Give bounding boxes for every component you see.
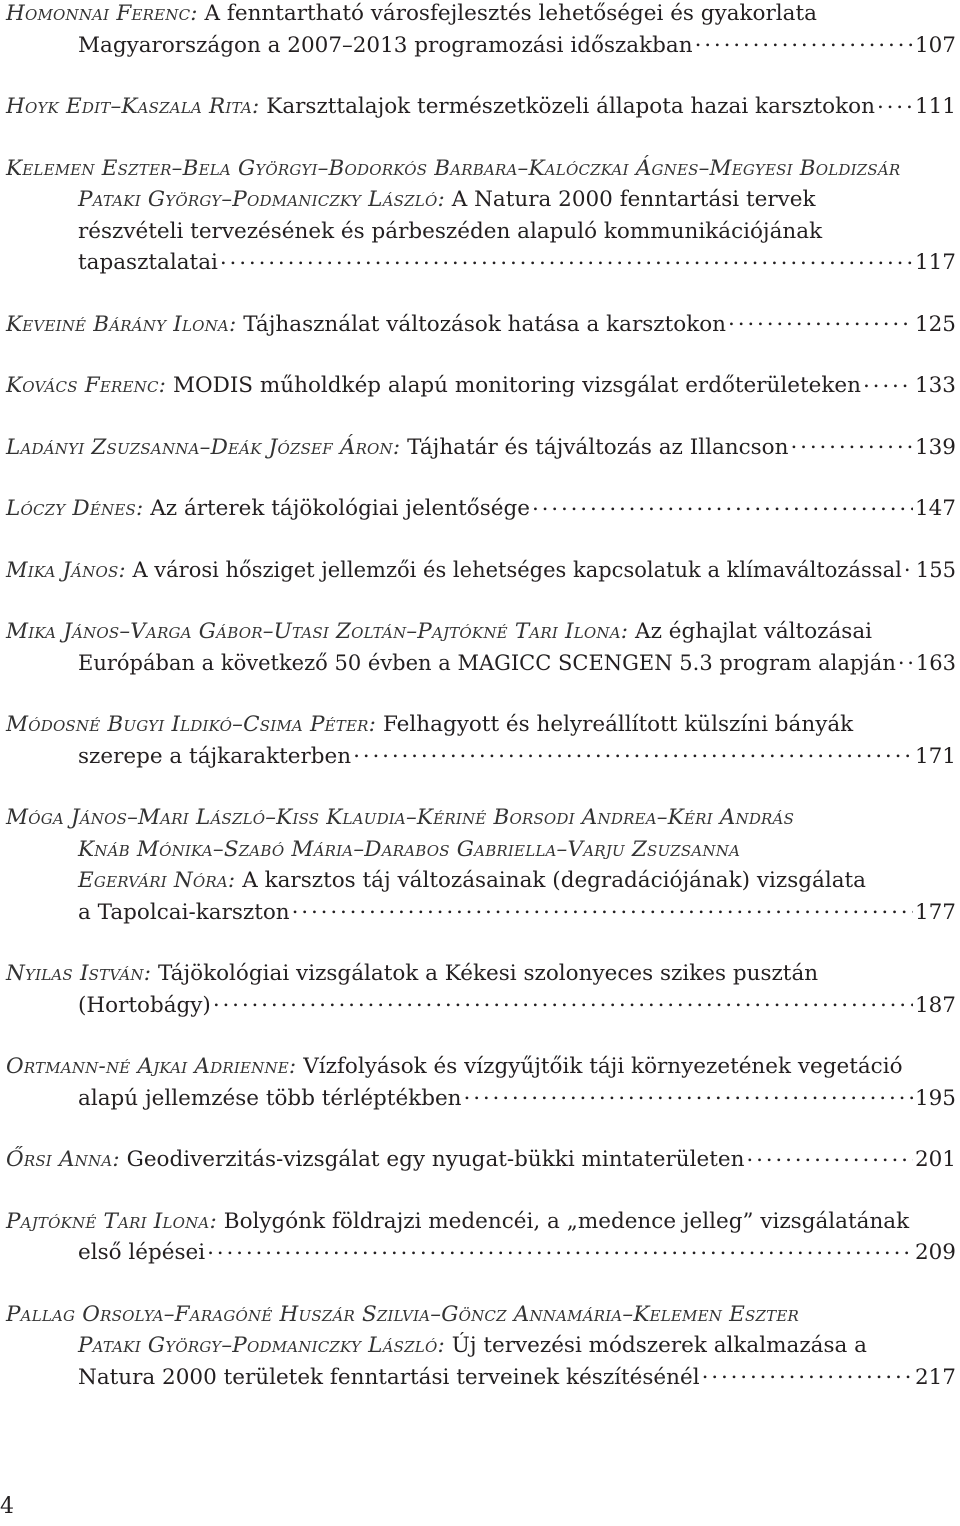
toc-author: Ladányi Zsuzsanna–Deák József Áron: [6, 434, 401, 460]
toc-entry-last-line [6, 1083, 956, 1115]
toc-title: Magyarországon a 2007–2013 programozási időszakban [78, 32, 693, 58]
toc-entry-last-line [6, 370, 956, 402]
dot-leader [220, 248, 913, 270]
toc-page-number: 111 [914, 94, 956, 119]
toc-author: Nyilas István: [6, 961, 152, 986]
toc-page-number: 155 [915, 557, 956, 582]
toc-title: (Hortobágy) [78, 992, 211, 1018]
toc-title: első lépései [78, 1240, 206, 1265]
toc-entry [6, 432, 958, 464]
dot-leader [877, 92, 913, 114]
toc-entry-last-line [6, 309, 956, 341]
toc-entry-line [6, 184, 956, 216]
toc-entry-last-line [6, 990, 956, 1022]
dot-leader [695, 30, 913, 52]
toc-entry [6, 1299, 958, 1394]
toc-title: Európában a következő 50 évben a MAGICC SCENGEN 5.3 program alapján [78, 650, 896, 675]
toc-entry-last-line [6, 247, 956, 279]
toc-entry-last-line [6, 432, 956, 464]
toc-page-number: 117 [914, 250, 956, 275]
toc-author: Keveiné Bárány Ilona: [6, 311, 237, 337]
toc-title: Vízfolyások és vízgyűjtőik táji környezetének vegetáció [303, 1054, 903, 1079]
toc-entry-line [6, 802, 956, 834]
toc-page-number: 107 [914, 32, 956, 58]
toc-entry-line [6, 834, 956, 866]
toc-entry-last-line [6, 1237, 956, 1269]
toc-line-text [6, 370, 861, 402]
toc-author: Egervári Nóra: [78, 868, 236, 893]
toc-entry [6, 0, 958, 61]
toc-entry-line [6, 153, 956, 185]
toc-author: Módosné Bugyi Ildikó–Csima Péter: [6, 712, 377, 737]
toc-entry-last-line [6, 1362, 956, 1394]
toc-page-number: 147 [914, 496, 956, 521]
toc-line-text [78, 990, 211, 1022]
toc-page-number: 163 [915, 650, 956, 675]
toc-title: tapasztalatai [78, 250, 218, 275]
dot-leader [790, 432, 912, 454]
toc-title: Geodiverzitás-vizsgálat egy nyugat-bükki mintaterületen [126, 1147, 745, 1172]
toc-entry-line [6, 1206, 956, 1238]
dot-leader [898, 649, 914, 670]
toc-author: Őrsi Anna: [6, 1147, 120, 1172]
dot-leader [464, 1083, 913, 1105]
toc-entry [6, 153, 958, 279]
toc-entry-last-line [6, 493, 956, 525]
toc-author: Mika János: [6, 557, 126, 582]
toc-entry-line [6, 958, 956, 990]
toc-page-number: 177 [914, 899, 956, 925]
toc-entry-line [6, 1299, 956, 1331]
toc-author: Lóczy Dénes: [6, 496, 144, 521]
toc-title: A fenntartható városfejlesztés lehetőségei és gyakorlata [204, 1, 817, 26]
toc-title: A Natura 2000 fenntartási tervek [451, 187, 816, 212]
toc-page-number: 171 [914, 743, 956, 769]
toc-author: Kovács Ferenc: [6, 373, 167, 398]
dot-leader [292, 897, 913, 919]
toc-author: Kelemen Eszter–Bela Györgyi–Bodorkós Barbara–Kalóczkai Ágnes–Megyesi Boldizsár [6, 155, 901, 181]
toc-entry-line [6, 709, 956, 741]
toc-entry-last-line [6, 1144, 956, 1176]
toc-title: Felhagyott és helyreállított külszíni bányák [382, 712, 854, 737]
toc-line-text [78, 1362, 700, 1394]
toc-entry-line [6, 216, 956, 248]
toc-title: Natura 2000 területek fenntartási terveinek készítésénél [78, 1364, 700, 1390]
toc-entry [6, 709, 958, 772]
toc-entry-line [6, 865, 956, 897]
toc-title: A városi hősziget jellemzői és lehetséges kapcsolatuk a klímaváltozással [132, 557, 902, 582]
toc-author: Knáb Mónika–Szabó Mária–Darabos Gabriella–Varju Zsuzsanna [78, 836, 741, 862]
dot-leader [904, 556, 914, 577]
toc-page-number: 133 [914, 373, 956, 398]
toc-title: a Tapolcai-karszton [78, 899, 290, 925]
toc-line-text [6, 493, 530, 525]
toc-title: Bolygónk földrajzi medencéi, a „medence jelleg” vizsgálatának [223, 1208, 910, 1234]
toc-author: Pataki György–Podmaniczky László: [78, 187, 445, 212]
toc-title: Karszttalajok természetközeli állapota hazai karsztokon [266, 94, 875, 119]
toc-entry-line [6, 1051, 956, 1083]
toc-title: MODIS műholdkép alapú monitoring vizsgálat erdőterületeken [172, 373, 861, 398]
toc-author: Pallag Orsolya–Faragóné Huszár Szilvia–Göncz Annamária–Kelemen Eszter [6, 1301, 799, 1327]
toc-title: Az éghajlat változásai [635, 619, 873, 644]
toc-line-text [78, 1237, 205, 1269]
toc-author: Pajtókné Tari Ilona: [6, 1208, 217, 1234]
toc-title: Az árterek tájökológiai jelentősége [150, 496, 530, 521]
toc-line-text [78, 247, 218, 279]
toc-title: A karsztos táj változásainak (degradációjának) vizsgálata [242, 868, 866, 893]
toc-entry [6, 309, 958, 341]
toc-entry [6, 616, 958, 679]
toc-page-number: 139 [914, 434, 956, 460]
toc-page-number: 195 [914, 1085, 956, 1111]
toc-entry [6, 1051, 958, 1114]
toc-title: Tájökológiai vizsgálatok a Kékesi szolonyeces szikes pusztán [157, 961, 819, 986]
toc-entry [6, 91, 958, 123]
toc-page-number: 201 [914, 1147, 956, 1172]
page-number: 4 [0, 1494, 14, 1519]
toc-entry-line [6, 1330, 956, 1362]
toc-line-text [78, 648, 896, 680]
toc-line-text [6, 555, 902, 587]
toc-line-text [6, 1144, 744, 1176]
toc-author: Mika János–Varga Gábor–Utasi Zoltán–Pajtókné Tari Ilona: [6, 619, 629, 644]
dot-leader [213, 990, 913, 1012]
toc-line-text [78, 1083, 462, 1115]
toc-author: Pataki György–Podmaniczky László: [78, 1333, 445, 1358]
toc-page-number: 217 [914, 1364, 956, 1390]
toc-entry-line [6, 616, 956, 648]
dot-leader [746, 1145, 913, 1167]
dot-leader [863, 371, 913, 393]
toc-entry [6, 958, 958, 1021]
toc-entry-last-line [6, 30, 956, 62]
toc-entry-last-line [6, 91, 956, 123]
toc-page-number: 187 [914, 992, 956, 1018]
toc-author: Ortmann-né Ajkai Adrienne: [6, 1054, 297, 1079]
toc-entry [6, 1144, 958, 1176]
toc-line-text [78, 897, 290, 929]
toc-title: Új tervezési módszerek alkalmazása a [451, 1333, 867, 1358]
toc-title: szerepe a tájkarakterben [78, 743, 352, 769]
toc-line-text [6, 432, 788, 464]
toc-entry [6, 493, 958, 525]
toc-line-text [78, 30, 693, 62]
toc-entry [6, 1206, 958, 1269]
toc-entry-last-line [6, 897, 956, 929]
toc-title: Tájhatár és tájváltozás az Illancson [407, 434, 789, 460]
dot-leader [728, 309, 913, 331]
toc-page-number: 125 [914, 311, 956, 337]
toc-author: Hoyk Edit–Kaszala Rita: [6, 94, 260, 119]
toc-entry-last-line [6, 555, 956, 587]
toc-entry-last-line [6, 648, 956, 680]
table-of-contents [6, 0, 958, 1423]
toc-entry [6, 555, 958, 587]
dot-leader [207, 1238, 913, 1260]
toc-page-number: 209 [914, 1240, 956, 1265]
toc-author: Móga János–Mari László–Kiss Klaudia–Kériné Borsodi Andrea–Kéri András [6, 805, 795, 830]
toc-line-text [78, 741, 351, 773]
toc-entry-last-line [6, 741, 956, 773]
toc-title: részvételi tervezésének és párbeszéden alapuló kommunikációjának [78, 218, 823, 244]
toc-title: alapú jellemzése több térléptékben [78, 1085, 462, 1111]
dot-leader [532, 494, 913, 516]
toc-entry [6, 802, 958, 928]
toc-title: Tájhasználat változások hatása a karsztokon [243, 311, 727, 337]
dot-leader [702, 1362, 913, 1384]
toc-entry [6, 370, 958, 402]
dot-leader [353, 741, 913, 763]
toc-line-text [6, 91, 875, 123]
toc-author: Homonnai Ferenc: [6, 1, 198, 26]
toc-line-text [6, 309, 726, 341]
toc-entry-line [6, 0, 956, 30]
